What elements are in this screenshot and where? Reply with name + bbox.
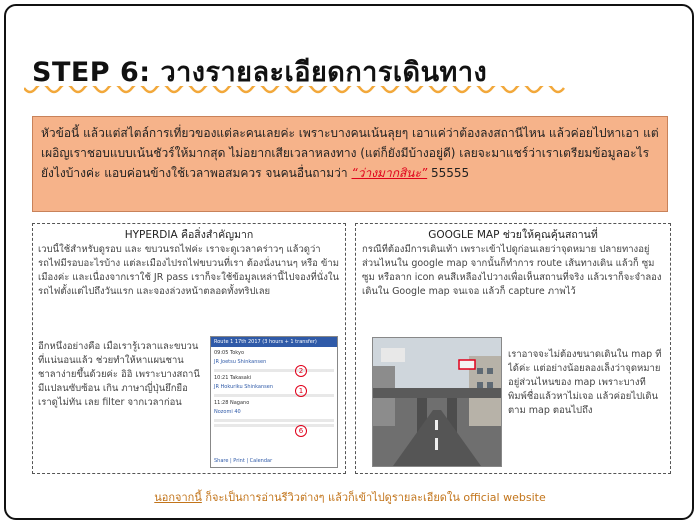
hyperdia-row: JR Joetsu Shinkansen bbox=[214, 359, 267, 365]
hyperdia-row: 11:28 Nagano bbox=[214, 400, 250, 406]
hyperdia-paragraph-1: เวบนี้ใช้สำหรับดูรอบ และ ขบวนรถไฟค่ะ เราจะดูเวลาคร่าวๆ แล้วดูว่ารถไฟมีรอบอะไรบ้าง แต่ละเมืองไปรถไฟขบวนที่เรา ต้องนั่งนานๆ หรือ ข้ามเมืองค่ะ และเนื่องจากเราใช้ JR pass เราก็จะใช้ข้อมูลเหล่านี้ไปจองที่นั่งในรถไฟตั้งแต่ไปถึงวันแรก และจองล่วงหน้าตลอดทั้งทริปเลย bbox=[38, 244, 339, 297]
intro-box bbox=[32, 116, 668, 212]
hyperdia-row: 10:21 Takasaki bbox=[214, 375, 252, 381]
hyperdia-row: JR Hokuriku Shinkansen bbox=[214, 384, 274, 390]
footer-text: ก็จะเป็นการอ่านรีวิวต่างๆ แล้วก็เข้าไปดูรายละเอียดใน official website bbox=[201, 491, 546, 504]
title-wave-decoration bbox=[24, 86, 569, 96]
hyperdia-screenshot-footer: Share | Print | Calendar bbox=[214, 458, 273, 464]
street-view-photo bbox=[372, 337, 502, 467]
hyperdia-paragraph-2: อีกหนึ่งอย่างคือ เมื่อเรารู้เวลาและขบวนที่แน่นอนแล้ว ช่วยทำให้หาแผนชานชาลาง่ายขึ้นด้วยค่ะ อิอิ เพราะบางสถานีมีแปลนซับซ้อน เกิน ภาษาญี่ปุ่นยึกยือ เราดูไม่ทัน เลย filter จากเวลาก่อน bbox=[38, 341, 200, 408]
hyperdia-row: Nozomi 40 bbox=[214, 409, 241, 415]
hyperdia-screenshot-header: Route 1 17th 2017 (3 hours + 1 transfer) bbox=[211, 337, 337, 347]
footer-underlined: นอกจากนี้ bbox=[154, 491, 202, 504]
google-map-paragraph-2: เราอาจจะไม่ต้องขนาดเดินใน map ที่ได้ค่ะ แต่อย่างน้อยลองเล็งว่าจุดหมายอยู่ส่วนไหนของ map เพราะบางทีพิมพ์ชื่อแล้วหาไม่เจอ แล้วค่อยไปเดินตาม map ตอนไปถึง bbox=[508, 349, 662, 416]
footer-note bbox=[0, 488, 700, 506]
hyperdia-screenshot bbox=[210, 336, 338, 468]
marker-circle: 2 bbox=[295, 365, 307, 377]
google-map-paragraph-1: กรณีที่ต้องมีการเดินเท้า เพราะเข้าไปดูก่อนเลยว่าจุดหมาย ปลายทางอยู่ส่วนไหนใน google map จากนั้นก็ทำการ route เส้นทางเดิน แล้วก็ ซูม ซูม หรือลาก icon คนสีเหลืองไปวางเพื่อเห็นสถานที่จริง แล้วเราก็จะจำลองเดินใน Google map จนเจอ แล้วก็ capture ภาพไว้ bbox=[362, 244, 662, 297]
slide-title: STEP 6: วางรายละเอียดการเดินทาง bbox=[32, 57, 488, 88]
marker-circle: 1 bbox=[295, 385, 307, 397]
hyperdia-heading: HYPERDIA คือสิ่งสำคัญมาก bbox=[124, 229, 254, 241]
marker-circle: 6 bbox=[295, 425, 307, 437]
hyperdia-row: 09:05 Tokyo bbox=[214, 350, 244, 356]
street-view-image bbox=[373, 338, 501, 466]
google-map-heading: GOOGLE MAP ช่วยให้คุณคุ้นสถานที่ bbox=[428, 229, 598, 241]
intro-text: หัวข้อนี้ แล้วแต่สไตล์การเที่ยวของแต่ละคนเลยค่ะ เพราะบางคนเน้นลุยๆ เอาแค่ว่าต้องลงสถานีไหน แล้วค่อยไปหาเอา แต่เผอิญเราชอบแบบเน้นชัวร์ให้มากสุด ไม่อยากเสียเวลาหลงทาง (แต่ก็ยังมีบ้างอยู่ดี) เลยจะมาแชร์ว่าเราเตรียมข้อมูลอะไรยังไงบ้างค่ะ แอบค่อนข้างใช้เวลาพอสมควร จนคนอื่นถามว่า bbox=[41, 126, 659, 180]
intro-tail: 55555 bbox=[430, 166, 470, 180]
intro-highlight: “ว่างมากสินะ” bbox=[351, 166, 428, 180]
